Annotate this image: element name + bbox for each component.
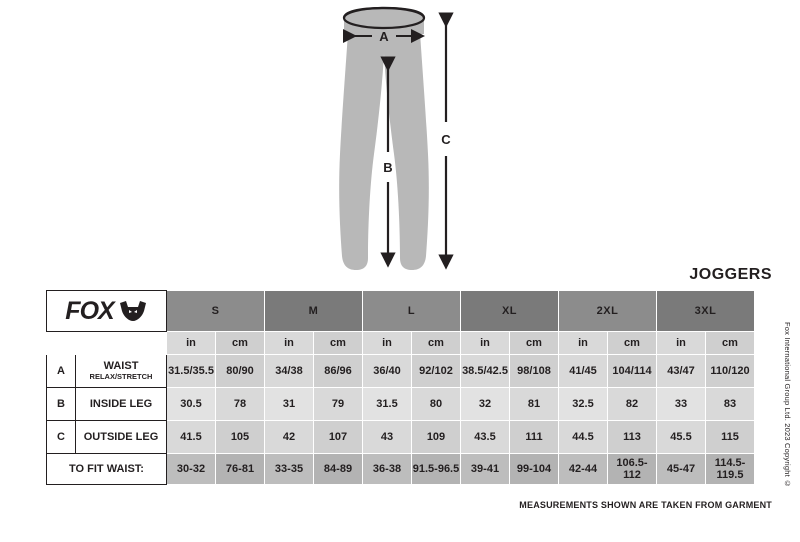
cell-b-3xl-in: 33 — [657, 388, 706, 421]
cell-c-3xl-cm: 115 — [706, 421, 755, 454]
unit-m-cm: cm — [314, 332, 363, 355]
cell-b-m-cm: 79 — [314, 388, 363, 421]
unit-s-cm: cm — [216, 332, 265, 355]
size-header-m: M — [265, 291, 363, 332]
row-name-inside-leg — [76, 388, 167, 421]
row-letter-b: B — [47, 388, 76, 421]
row-subtext-waist: RELAX/STRETCH — [89, 372, 153, 381]
table-row — [47, 355, 755, 388]
table-row — [47, 421, 755, 454]
size-chart-table — [46, 290, 755, 485]
row-letter-a: A — [47, 355, 76, 388]
diagram-label-c: C — [441, 132, 451, 147]
size-header-l: L — [363, 291, 461, 332]
unit-header-row — [47, 332, 755, 355]
cell-b-3xl-cm: 83 — [706, 388, 755, 421]
diagram-label-a: A — [379, 29, 389, 44]
diagram-label-b: B — [383, 160, 393, 175]
unit-2xl-in: in — [559, 332, 608, 355]
size-header-xl: XL — [461, 291, 559, 332]
size-header-row — [47, 291, 755, 332]
cell-c-2xl-cm: 113 — [608, 421, 657, 454]
row-letter-c: C — [47, 421, 76, 454]
to-fit-waist-row — [47, 454, 755, 485]
cell-a-3xl-in: 43/47 — [657, 355, 706, 388]
unit-3xl-cm: cm — [706, 332, 755, 355]
page-title: JOGGERS — [689, 266, 772, 283]
jogger-diagram — [300, 4, 510, 284]
cell-b-xl-cm: 81 — [510, 388, 559, 421]
unit-2xl-cm: cm — [608, 332, 657, 355]
cell-c-xl-in: 43.5 — [461, 421, 510, 454]
row-name-waist — [76, 355, 167, 388]
fit-3xl-cm: 114.5-119.5 — [706, 454, 755, 485]
to-fit-waist-label: TO FIT WAIST: — [47, 454, 167, 485]
cell-c-2xl-in: 44.5 — [559, 421, 608, 454]
row-name-waist-text: WAIST — [103, 360, 139, 373]
cell-a-m-in: 34/38 — [265, 355, 314, 388]
cell-c-m-cm: 107 — [314, 421, 363, 454]
cell-a-xl-cm: 98/108 — [510, 355, 559, 388]
cell-c-xl-cm: 111 — [510, 421, 559, 454]
fit-3xl-in: 45-47 — [657, 454, 706, 485]
unit-m-in: in — [265, 332, 314, 355]
cell-a-s-cm: 80/90 — [216, 355, 265, 388]
cell-b-s-in: 30.5 — [167, 388, 216, 421]
unit-xl-cm: cm — [510, 332, 559, 355]
cell-a-2xl-in: 41/45 — [559, 355, 608, 388]
size-header-2xl: 2XL — [559, 291, 657, 332]
row-name-inside-leg-text: INSIDE LEG — [89, 397, 153, 410]
cell-b-l-in: 31.5 — [363, 388, 412, 421]
fit-l-cm: 91.5-96.5 — [412, 454, 461, 485]
unit-xl-in: in — [461, 332, 510, 355]
row-name-outside-leg-text: OUTSIDE LEG — [83, 430, 159, 443]
cell-c-s-in: 41.5 — [167, 421, 216, 454]
table-row — [47, 388, 755, 421]
unit-l-in: in — [363, 332, 412, 355]
fit-m-in: 33-35 — [265, 454, 314, 485]
cell-b-s-cm: 78 — [216, 388, 265, 421]
cell-b-xl-in: 32 — [461, 388, 510, 421]
cell-b-2xl-cm: 82 — [608, 388, 657, 421]
cell-a-m-cm: 86/96 — [314, 355, 363, 388]
cell-c-s-cm: 105 — [216, 421, 265, 454]
cell-a-l-cm: 92/102 — [412, 355, 461, 388]
size-header-s: S — [167, 291, 265, 332]
fit-xl-cm: 99-104 — [510, 454, 559, 485]
cell-a-s-in: 31.5/35.5 — [167, 355, 216, 388]
brand-logo-cell — [47, 291, 167, 332]
cell-a-l-in: 36/40 — [363, 355, 412, 388]
cell-a-xl-in: 38.5/42.5 — [461, 355, 510, 388]
cell-c-3xl-in: 45.5 — [657, 421, 706, 454]
legs-silhouette — [339, 8, 429, 270]
copyright-text: Fox International Group Ltd. 2023 Copyright © — [783, 322, 792, 489]
cell-c-l-in: 43 — [363, 421, 412, 454]
row-name-outside-leg — [76, 421, 167, 454]
size-header-3xl: 3XL — [657, 291, 755, 332]
fit-m-cm: 84-89 — [314, 454, 363, 485]
fit-s-in: 30-32 — [167, 454, 216, 485]
cell-c-l-cm: 109 — [412, 421, 461, 454]
brand-logo-text: FOX — [65, 296, 114, 325]
fit-2xl-in: 42-44 — [559, 454, 608, 485]
fit-s-cm: 76-81 — [216, 454, 265, 485]
cell-c-m-in: 42 — [265, 421, 314, 454]
fox-head-icon — [118, 300, 148, 322]
footer-note: MEASUREMENTS SHOWN ARE TAKEN FROM GARMENT — [519, 500, 772, 510]
unit-row-spacer — [47, 332, 167, 355]
cell-b-m-in: 31 — [265, 388, 314, 421]
unit-l-cm: cm — [412, 332, 461, 355]
cell-a-2xl-cm: 104/114 — [608, 355, 657, 388]
cell-b-2xl-in: 32.5 — [559, 388, 608, 421]
unit-s-in: in — [167, 332, 216, 355]
fit-l-in: 36-38 — [363, 454, 412, 485]
cell-a-3xl-cm: 110/120 — [706, 355, 755, 388]
fit-2xl-cm: 106.5-112 — [608, 454, 657, 485]
unit-3xl-in: in — [657, 332, 706, 355]
fit-xl-in: 39-41 — [461, 454, 510, 485]
cell-b-l-cm: 80 — [412, 388, 461, 421]
